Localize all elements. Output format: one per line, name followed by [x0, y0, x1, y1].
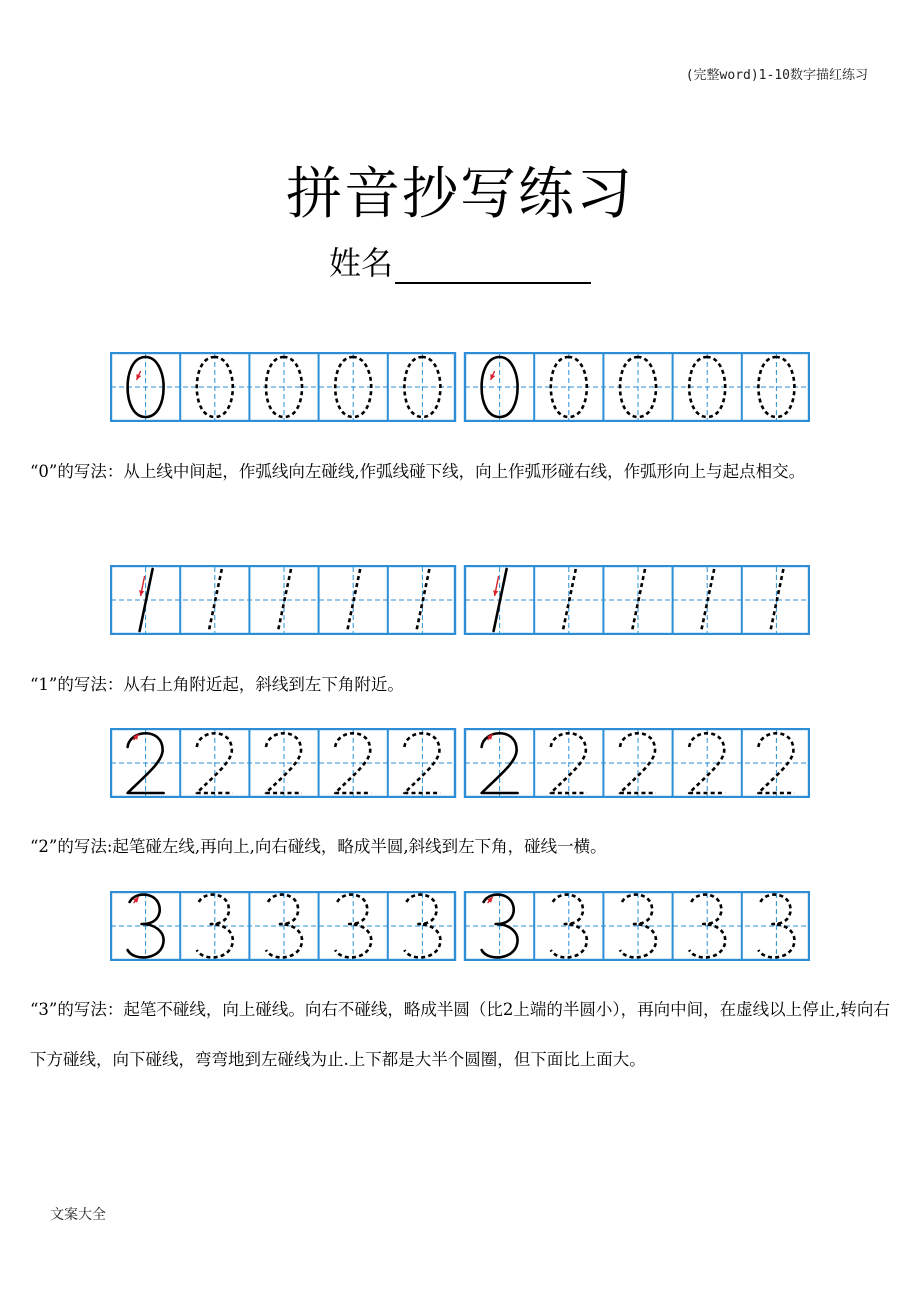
practice-grid-0 — [110, 352, 810, 422]
name-blank-line — [395, 252, 591, 284]
grid-half-1 — [465, 566, 809, 634]
name-label: 姓名 — [328, 244, 393, 282]
description-0: “0”的写法：从上线中间起，作弧线向左碰线,作弧线碰下线，向上作弧形碰右线，作弧形向上与起点相交。 — [30, 462, 806, 481]
practice-grid-2 — [110, 728, 810, 798]
header-note: (完整word)1-10数字描红练习 — [685, 68, 868, 83]
name-field — [0, 238, 920, 284]
grid-half-1 — [465, 353, 809, 421]
grid-half-0 — [111, 729, 455, 797]
grid-svg-0 — [110, 352, 810, 422]
practice-grid-3 — [110, 891, 810, 961]
grid-half-0 — [111, 353, 455, 421]
page-title: 拼音抄写练习 — [286, 162, 634, 227]
practice-grid-1 — [110, 565, 810, 635]
description-3: “3”的写法：起笔不碰线，向上碰线。向右不碰线，略成半圆（比2上端的半圆小），再向中间，在虚线以上停止,转向右下方碰线，向下碰线，弯弯地到左碰线为止.上下都是大半个圆圈，但下面比上面大。 — [30, 1000, 890, 1069]
grid-svg-3 — [110, 891, 810, 961]
trace-digit-1 — [347, 569, 360, 631]
description-1: “1”的写法：从右上角附近起，斜线到左下角附近。 — [30, 675, 404, 694]
description-2: “2”的写法:起笔碰左线,再向上,向右碰线，略成半圆,斜线到左下角，碰线一横。 — [30, 837, 607, 856]
page-footer: 文案大全 — [50, 1207, 106, 1223]
grid-half-1 — [465, 729, 809, 797]
grid-half-0 — [111, 566, 455, 634]
grid-svg-1 — [110, 565, 810, 635]
grid-half-1 — [465, 892, 809, 960]
grid-half-0 — [111, 892, 455, 960]
grid-svg-2 — [110, 728, 810, 798]
